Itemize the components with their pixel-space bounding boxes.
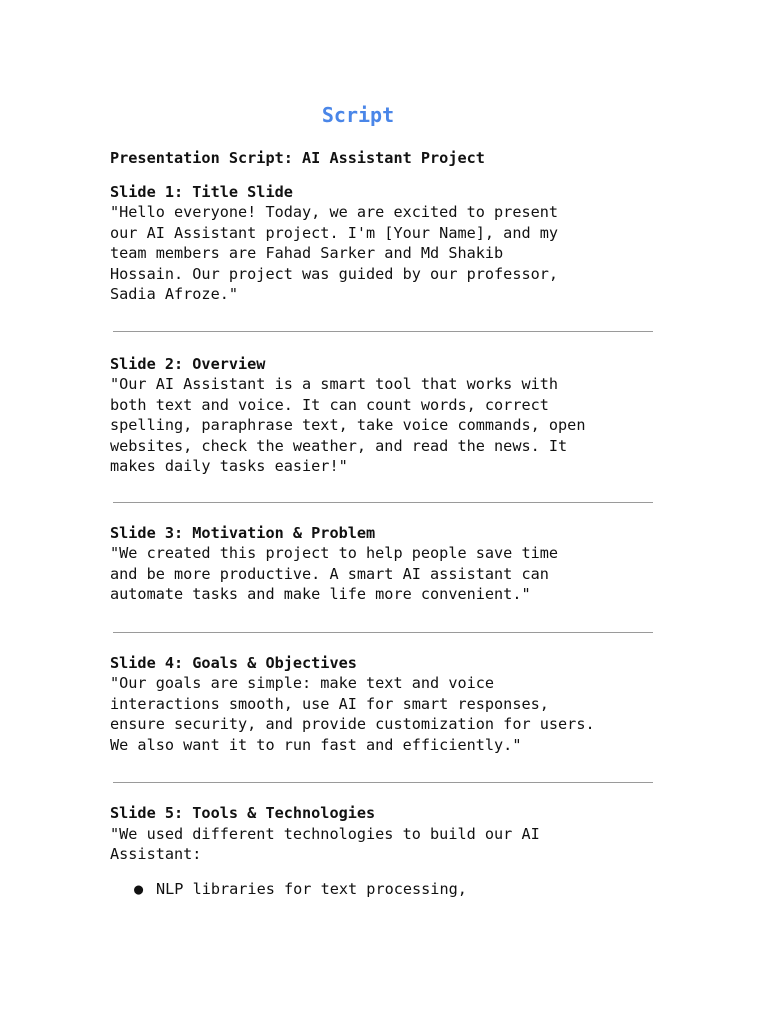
slide-heading: Slide 1: Title Slide <box>110 182 293 201</box>
slide-section-2 <box>110 354 670 477</box>
list-item-text: NLP libraries for text processing, <box>156 879 467 898</box>
slide-section-3 <box>110 523 670 605</box>
slide-section-4 <box>110 653 670 756</box>
slide-text: "Our goals are simple: make text and voice interactions smooth, use AI for smart responses, ensure security, and provide customization for users. We also want it to run fast and efficiently." <box>110 674 595 754</box>
slide-heading: Slide 3: Motivation & Problem <box>110 523 376 542</box>
slide-bullet-list <box>110 879 670 900</box>
slide-heading: Slide 2: Overview <box>110 354 266 373</box>
slide-text: "We created this project to help people save time and be more productive. A smart AI assistant can automate tasks and make life more convenient." <box>110 544 559 603</box>
slide-heading: Slide 5: Tools & Technologies <box>110 804 376 822</box>
document-subtitle: Presentation Script: AI Assistant Project <box>110 149 485 167</box>
slide-heading: Slide 4: Goals & Objectives <box>110 653 357 672</box>
slide-text: "We used different technologies to build our AI Assistant: <box>110 824 540 863</box>
slide-text: "Our AI Assistant is a smart tool that works with both text and voice. It can count words, correct spelling, paraphrase text, take voice commands, open websites, check the weather, and read the news. It makes daily tasks easier!" <box>110 375 586 475</box>
list-item <box>110 879 670 900</box>
document-page <box>110 100 670 899</box>
bullet-icon: ● <box>134 879 144 898</box>
document-title: Script <box>321 103 395 127</box>
slide-text: "Hello everyone! Today, we are excited to present our AI Assistant project. I'm [Your Name], and my team members are Fahad Sarker and Md Shakib Hossain. Our project was guided by our professor, Sadia Afroze." <box>110 203 559 303</box>
slide-section-5 <box>110 803 670 899</box>
slide-section-1 <box>110 182 670 305</box>
